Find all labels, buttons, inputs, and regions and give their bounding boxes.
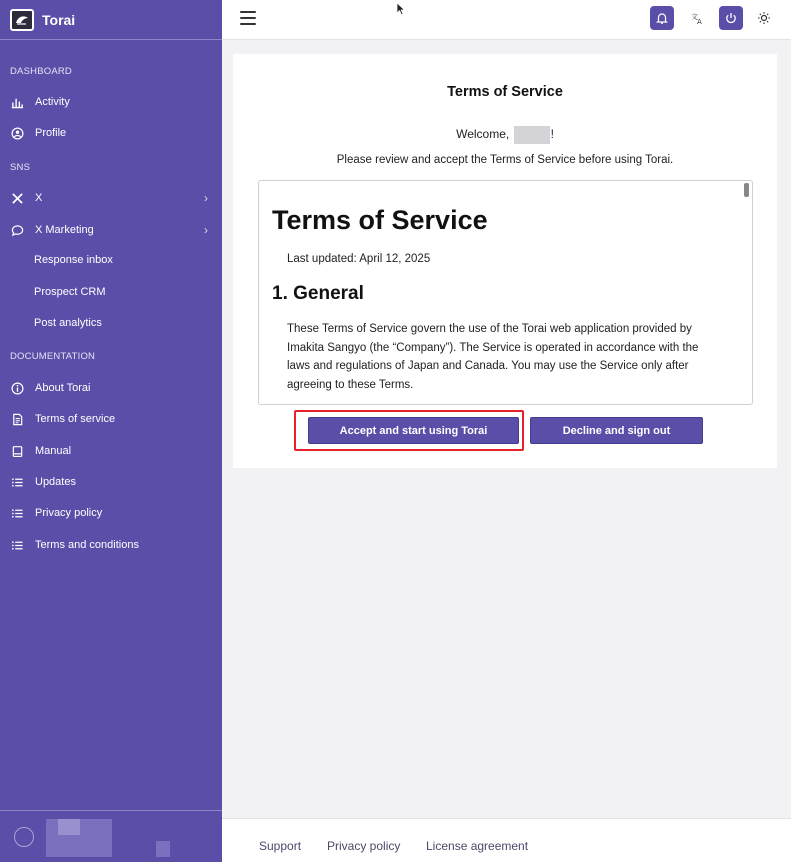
- list-icon: [10, 475, 24, 489]
- footer-license-link[interactable]: License agreement: [426, 839, 529, 853]
- chat-bubble-icon: [10, 223, 24, 237]
- avatar[interactable]: [14, 827, 34, 847]
- x-logo-icon: [10, 191, 24, 205]
- redacted-username: [514, 126, 550, 144]
- notification-bell-icon[interactable]: [650, 6, 674, 30]
- sidebar-item-terms-of-service[interactable]: [0, 408, 222, 430]
- sidebar-item-label: Terms and conditions: [35, 539, 139, 551]
- sidebar-item-label: Updates: [35, 476, 76, 488]
- book-icon: [10, 444, 24, 458]
- document-heading: Terms of Service: [272, 205, 488, 235]
- welcome-suffix: !: [550, 127, 554, 142]
- bar-chart-icon: [10, 95, 24, 109]
- sidebar-item-profile[interactable]: [0, 122, 222, 144]
- redacted-username-part: [58, 819, 80, 835]
- translate-icon[interactable]: [685, 6, 709, 30]
- brand[interactable]: [0, 0, 222, 40]
- sidebar-item-activity[interactable]: [0, 91, 222, 113]
- mouse-cursor-icon: [396, 2, 406, 16]
- chevron-right-icon: ›: [204, 223, 208, 237]
- section-documentation: DOCUMENTATION: [10, 351, 96, 362]
- sidebar-item-label: About Torai: [35, 382, 91, 394]
- sidebar-item-post-analytics[interactable]: [0, 312, 222, 334]
- sidebar-item-label: X: [35, 192, 43, 204]
- sidebar-item-about[interactable]: [0, 377, 222, 399]
- sidebar-item-privacy-policy[interactable]: [0, 502, 222, 524]
- welcome-prefix: Welcome,: [456, 127, 510, 142]
- chevron-right-icon: ›: [204, 191, 208, 205]
- sidebar-item-label: X Marketing: [35, 224, 94, 236]
- document-icon: [10, 412, 24, 426]
- sun-theme-icon[interactable]: [752, 6, 776, 30]
- svg-text:文: 文: [691, 13, 698, 21]
- sidebar-item-label: Prospect CRM: [34, 286, 106, 298]
- redacted-user-detail: [156, 841, 170, 857]
- page-title: Terms of Service: [447, 84, 563, 100]
- footer-privacy-link[interactable]: Privacy policy: [327, 839, 401, 853]
- scrollbar[interactable]: [744, 183, 749, 197]
- sidebar-item-terms-and-conditions[interactable]: [0, 534, 222, 556]
- list-icon: [10, 506, 24, 520]
- sidebar-item-label: Response inbox: [34, 254, 113, 266]
- sidebar-item-label: Post analytics: [34, 317, 102, 329]
- section-dashboard: DASHBOARD: [10, 66, 72, 77]
- sidebar-item-label: Profile: [35, 127, 67, 139]
- torai-logo-icon: [10, 9, 34, 31]
- terms-document-scroll[interactable]: [258, 180, 753, 405]
- welcome-message: [233, 126, 777, 144]
- last-updated: Last updated: April 12, 2025: [287, 253, 431, 265]
- footer: [222, 818, 791, 862]
- decline-button[interactable]: Decline and sign out: [530, 417, 703, 444]
- info-icon: [10, 381, 24, 395]
- sidebar: [0, 0, 222, 862]
- user-panel[interactable]: [0, 810, 222, 862]
- sidebar-item-label: Activity: [35, 96, 70, 108]
- app-name: Torai: [42, 11, 76, 28]
- sidebar-item-label: Terms of service: [35, 413, 116, 425]
- sidebar-item-manual[interactable]: [0, 440, 222, 462]
- hamburger-menu-icon[interactable]: [240, 11, 256, 25]
- sidebar-item-x[interactable]: [0, 187, 222, 209]
- review-instruction: Please review and accept the Terms of Service before using Torai.: [336, 154, 674, 166]
- sidebar-item-label: Privacy policy: [35, 507, 103, 519]
- section-sns: SNS: [10, 162, 31, 173]
- svg-text:A: A: [697, 18, 702, 25]
- sidebar-item-x-marketing[interactable]: [0, 219, 222, 241]
- section-heading: 1. General: [272, 283, 364, 304]
- document-paragraph: These Terms of Service govern the use of the Torai web application provided by Imakita Sangyo (the “Company”). The Service is operated in accordance with the laws and regulations of Japan and Canada. You may use the Service only after agreeing to these Terms.: [287, 323, 699, 392]
- terms-card: [233, 54, 777, 468]
- sidebar-item-label: Manual: [35, 445, 72, 457]
- sidebar-item-updates[interactable]: [0, 471, 222, 493]
- sidebar-item-prospect-crm[interactable]: [0, 281, 222, 303]
- footer-support-link[interactable]: Support: [259, 839, 302, 853]
- list-icon: [10, 538, 24, 552]
- accept-button[interactable]: Accept and start using Torai: [308, 417, 519, 444]
- sidebar-item-response-inbox[interactable]: [0, 249, 222, 271]
- power-icon[interactable]: [719, 6, 743, 30]
- top-bar: [222, 0, 791, 40]
- user-circle-icon: [10, 126, 24, 140]
